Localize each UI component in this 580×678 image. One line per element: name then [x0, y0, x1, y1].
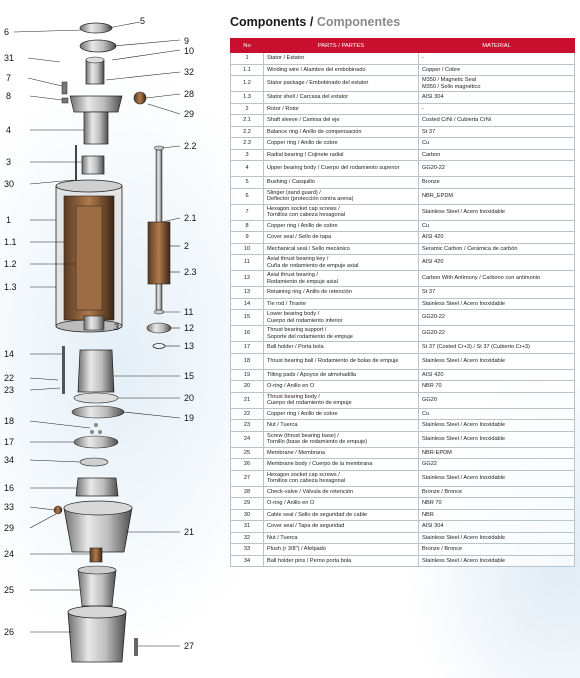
cell-part: Copper ring / Anillo de cobre: [264, 138, 419, 150]
cell-no: 34: [231, 555, 264, 567]
cell-part: Slinger (sand guard) / Deflector (protección contra arena): [264, 188, 419, 204]
diagram-label: 26: [4, 627, 15, 637]
table-row: [231, 532, 575, 544]
diagram-label: 21: [184, 527, 195, 537]
cell-part: Copper ring / Anillo de cobre: [264, 220, 419, 232]
cell-no: 1.2: [231, 76, 264, 92]
cell-no: 5: [231, 177, 264, 189]
cell-material: AISI 420: [419, 232, 575, 244]
cell-material: Bronze / Bronce: [419, 544, 575, 556]
cell-no: 1: [231, 53, 264, 65]
cell-material: -: [419, 53, 575, 65]
header-material: MATERIAL: [419, 39, 575, 53]
diagram-label: 16: [4, 483, 15, 493]
cell-part: Thrust bearing support / Soporte del rodamiento de empuje: [264, 326, 419, 342]
cell-material: Stainless Steel / Acero Inoxidable: [419, 204, 575, 220]
cell-no: 32: [231, 532, 264, 544]
cell-material: Stainless Steel / Acero Inoxidable: [419, 298, 575, 310]
table-row: [231, 498, 575, 510]
cell-no: 14: [231, 298, 264, 310]
table-row: [231, 287, 575, 299]
cell-material: Cu: [419, 138, 575, 150]
diagram-label: 5: [140, 16, 146, 26]
cell-no: 9: [231, 232, 264, 244]
table-row: [231, 126, 575, 138]
cell-material: M350 / Magnetic Seal M350 / Sello magnético: [419, 76, 575, 92]
cell-material: -: [419, 103, 575, 115]
cell-material: Carbon: [419, 149, 575, 161]
cell-no: 2.3: [231, 138, 264, 150]
diagram-label: 2: [184, 241, 190, 251]
table-row: [231, 509, 575, 521]
cell-no: 11: [231, 255, 264, 271]
cell-material: Stainless Steel / Acero Inoxidable: [419, 420, 575, 432]
cell-material: Costed CrNi / Cubierta CrNi: [419, 115, 575, 127]
cell-material: AISI 304: [419, 92, 575, 104]
cell-no: 16: [231, 326, 264, 342]
table-row: [231, 255, 575, 271]
diagram-label: 27: [184, 641, 195, 651]
diagram-label: 31: [4, 53, 15, 63]
diagram-label: 8: [6, 91, 12, 101]
cell-part: Thrust bearing ball / Rodamiento de bolas de empuje: [264, 353, 419, 369]
diagram-label: 7: [6, 73, 12, 83]
diagram-label: 28: [184, 89, 195, 99]
table-row: [231, 149, 575, 161]
table-row: [231, 232, 575, 244]
cell-no: 8: [231, 220, 264, 232]
cell-material: NBR 70: [419, 498, 575, 510]
diagram-label: 13: [184, 341, 195, 351]
cell-no: 17: [231, 342, 264, 354]
table-row: [231, 76, 575, 92]
diagram-label: 1.2: [4, 259, 17, 269]
title-main: Components /: [230, 15, 317, 29]
diagram-label: 17: [4, 437, 15, 447]
cell-material: Bronze / Bronce: [419, 486, 575, 498]
table-row: [231, 92, 575, 104]
cell-material: GG20-22: [419, 326, 575, 342]
cell-material: Stainless Steel / Acero Inoxidable: [419, 353, 575, 369]
diagram-label: 22: [4, 373, 15, 383]
diagram-label: 2.1: [184, 213, 197, 223]
diagram-label: 14: [4, 349, 15, 359]
table-row: [231, 161, 575, 177]
table-row: [231, 353, 575, 369]
diagram-label: 1.1: [4, 237, 17, 247]
cell-part: O-ring / Anillo en O: [264, 498, 419, 510]
table-row: [231, 298, 575, 310]
diagram-label: 15: [184, 371, 195, 381]
cell-part: Balance ring / Anillo de compensación: [264, 126, 419, 138]
cell-material: NBR: [419, 509, 575, 521]
cell-material: AISI 304: [419, 521, 575, 533]
exploded-parts-diagram: [0, 0, 226, 678]
cell-part: Membrane / Membrana: [264, 447, 419, 459]
cell-part: Stator / Estator: [264, 53, 419, 65]
cell-material: Cu: [419, 220, 575, 232]
diagram-label: 3: [6, 157, 12, 167]
cell-part: Lower bearing body / Cuerpo del rodamiento inferior: [264, 310, 419, 326]
membrane: [78, 570, 116, 606]
title-sub: Componentes: [316, 15, 401, 29]
cell-part: Screw (thrust bearing base) / Tornillo (base de rodamiento de empuje): [264, 431, 419, 447]
diagram-label: 10: [184, 46, 195, 56]
table-row: [231, 115, 575, 127]
cell-part: Thrust bearing body / Cuerpo del rodamiento de empuje: [264, 392, 419, 408]
lower-bearing-group: [62, 346, 124, 496]
table-row: [231, 544, 575, 556]
table-row: [231, 138, 575, 150]
diagram-label: 18: [4, 416, 15, 426]
cell-part: Nut / Tuerca: [264, 532, 419, 544]
cell-part: Copper ring / Anillo de cobre: [264, 408, 419, 420]
table-row: [231, 220, 575, 232]
table-row: [231, 459, 575, 471]
cell-no: 1.1: [231, 64, 264, 76]
table-row: [231, 447, 575, 459]
radial-bearing-lower: [84, 316, 104, 330]
diagram-label: 29: [184, 109, 195, 119]
cell-no: 7: [231, 204, 264, 220]
upper-seal-group: [62, 23, 146, 144]
diagram-label: 2.3: [184, 267, 197, 277]
table-row: [231, 342, 575, 354]
diagram-label: 29: [4, 523, 15, 533]
table-row: [231, 381, 575, 393]
cell-part: Bushing / Casquillo: [264, 177, 419, 189]
cell-part: Radial bearing / Cojinete radial: [264, 149, 419, 161]
table-header-row: [231, 39, 575, 53]
membrane-body: [68, 612, 126, 662]
table-row: [231, 486, 575, 498]
cell-no: 10: [231, 243, 264, 255]
cell-no: 2: [231, 103, 264, 115]
diagram-label: 2.2: [184, 141, 197, 151]
thrust-bearing-body: [54, 501, 132, 562]
cell-part: Ball holder pins / Perno porta bola: [264, 555, 419, 567]
cell-part: Winding wire / Alambre del embobinado: [264, 64, 419, 76]
cell-part: Ball holder / Porta bola: [264, 342, 419, 354]
cell-no: 19: [231, 369, 264, 381]
cell-material: Stainless Steel / Acero Inoxidable: [419, 431, 575, 447]
cell-material: St 37: [419, 126, 575, 138]
cell-part: Shaft sleeve / Camisa del eje: [264, 115, 419, 127]
cell-no: 20: [231, 381, 264, 393]
cell-no: 30: [231, 509, 264, 521]
cell-material: St 37: [419, 287, 575, 299]
diagram-label: 19: [184, 413, 195, 423]
stator: [56, 180, 122, 332]
cell-material: Carbon With Antimony / Carbono con antimonio: [419, 271, 575, 287]
table-row: [231, 243, 575, 255]
cell-material: NBR 70: [419, 381, 575, 393]
cell-no: 12: [231, 271, 264, 287]
diagram-label: 23: [4, 385, 15, 395]
cell-material: NBR-EPDM: [419, 447, 575, 459]
cell-part: Mechanical seal / Sello mecánico: [264, 243, 419, 255]
table-row: [231, 470, 575, 486]
cell-part: Stator package / Embobinado del estator: [264, 76, 419, 92]
cell-no: 28: [231, 486, 264, 498]
diagram-label: 33: [4, 502, 15, 512]
table-row: [231, 188, 575, 204]
cell-no: 26: [231, 459, 264, 471]
cell-no: 13: [231, 287, 264, 299]
cell-part: Cable seal / Sello de seguridad de cable: [264, 509, 419, 521]
cell-part: Axial thrust bearing / Rodamiento de empuje axial: [264, 271, 419, 287]
cell-material: Stainless Steel / Acero Inoxidable: [419, 532, 575, 544]
header-no: No: [231, 39, 264, 53]
cell-part: Tie rod / Tirante: [264, 298, 419, 310]
cell-material: GG20: [419, 392, 575, 408]
table-row: [231, 392, 575, 408]
cell-no: 15: [231, 310, 264, 326]
diagram-label: 25: [4, 585, 15, 595]
table-row: [231, 271, 575, 287]
table-row: [231, 369, 575, 381]
cell-part: Cover seal / Tapa de seguridad: [264, 521, 419, 533]
cell-material: GG22: [419, 459, 575, 471]
diagram-label: 20: [184, 393, 195, 403]
table-row: [231, 420, 575, 432]
table-row: [231, 204, 575, 220]
cell-material: NBR_EPDM: [419, 188, 575, 204]
cell-no: 29: [231, 498, 264, 510]
cell-material: Stainless Steel / Acero Inoxidable: [419, 470, 575, 486]
diagram-label: 30: [4, 179, 15, 189]
cell-part: Upper bearing body / Cuerpo del rodamiento superior: [264, 161, 419, 177]
cell-no: 22: [231, 408, 264, 420]
cell-part: Cover seal / Sello de tapa: [264, 232, 419, 244]
page-title: [230, 15, 400, 29]
cell-no: 3: [231, 149, 264, 161]
cell-part: Retaining ring / Anillo de retención: [264, 287, 419, 299]
diagram-label: 11: [184, 307, 194, 317]
cell-part: Tilting pads / Apoyos de almohadilla: [264, 369, 419, 381]
cell-no: 2.1: [231, 115, 264, 127]
diagram-label: 3: [114, 322, 120, 332]
cell-no: 21: [231, 392, 264, 408]
table-row: [231, 408, 575, 420]
cell-material: Cu: [419, 408, 575, 420]
table-row: [231, 177, 575, 189]
rotor: [147, 146, 171, 349]
cell-material: St 37 (Costed Cr+3) / St 37 (Cubierto Cr+3): [419, 342, 575, 354]
diagram-label: 9: [184, 36, 190, 46]
cell-material: AISI 420: [419, 369, 575, 381]
cell-no: 33: [231, 544, 264, 556]
cell-no: 25: [231, 447, 264, 459]
cell-material: Bronze: [419, 177, 575, 189]
diagram-label: 6: [4, 27, 10, 37]
exploded-view-drawing: [0, 0, 226, 678]
cell-no: 23: [231, 420, 264, 432]
table-row: [231, 555, 575, 567]
table-row: [231, 53, 575, 65]
diagram-label: 24: [4, 549, 15, 559]
diagram-label: 34: [4, 455, 15, 465]
components-table: [230, 38, 575, 567]
table-body: [231, 53, 575, 567]
cell-no: 2.2: [231, 126, 264, 138]
diagram-label: 4: [6, 125, 12, 135]
cell-part: Membrane body / Cuerpo de la membrana: [264, 459, 419, 471]
header-parts: PARTS / PARTES: [264, 39, 419, 53]
diagram-label: 1: [6, 215, 12, 225]
cell-part: Hexagon socket cap screws / Tornillos con cabeza hexagonal: [264, 470, 419, 486]
cell-no: 6: [231, 188, 264, 204]
table-row: [231, 103, 575, 115]
cell-part: Hexagon socket cap screws / Tornillos con cabeza hexagonal: [264, 204, 419, 220]
cell-material: Seramic Carbon / Cerámica de carbón: [419, 243, 575, 255]
diagram-label: 12: [184, 323, 195, 333]
cell-material: GG20-22: [419, 310, 575, 326]
cell-part: O-ring / Anillo en O: [264, 381, 419, 393]
screw-27: [134, 638, 138, 656]
cell-material: Stainless Steel / Acero Inoxidable: [419, 555, 575, 567]
diagram-label: 32: [184, 67, 195, 77]
cell-part: Rotor / Rotor: [264, 103, 419, 115]
cell-part: Check-valve / Válvula de retención: [264, 486, 419, 498]
cell-material: Copper / Cobre: [419, 64, 575, 76]
table-row: [231, 431, 575, 447]
table-row: [231, 310, 575, 326]
table-row: [231, 521, 575, 533]
radial-bearing-top: [82, 156, 104, 174]
cell-material: AISI 420: [419, 255, 575, 271]
cell-no: 24: [231, 431, 264, 447]
cell-part: Plush (r 3/8") / Afelpado: [264, 544, 419, 556]
diagram-label: 1.3: [4, 282, 17, 292]
table-row: [231, 64, 575, 76]
cell-no: 31: [231, 521, 264, 533]
cell-part: Nut / Tuerca: [264, 420, 419, 432]
cell-no: 1.3: [231, 92, 264, 104]
table-row: [231, 326, 575, 342]
cell-material: GG20-22: [419, 161, 575, 177]
cell-no: 18: [231, 353, 264, 369]
cell-no: 4: [231, 161, 264, 177]
cell-part: Axial thrust bearing key / Cuña de rodamiento de empuje axial: [264, 255, 419, 271]
cell-no: 27: [231, 470, 264, 486]
cell-part: Stator shell / Carcasa del estator: [264, 92, 419, 104]
